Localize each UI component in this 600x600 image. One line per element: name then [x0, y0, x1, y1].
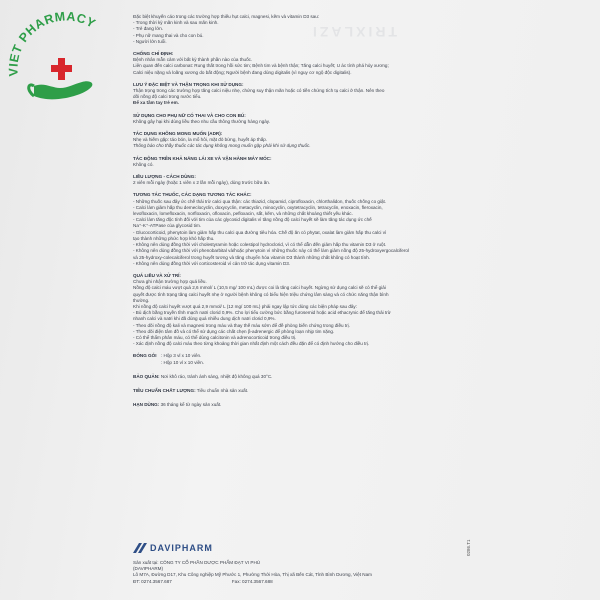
section-intro	[133, 14, 473, 45]
document-code: 0286.T1	[466, 539, 471, 556]
manufacturer-info	[133, 560, 473, 585]
section-heading: CHỐNG CHỈ ĐỊNH:	[133, 51, 174, 57]
text-line: Liên quan đến calci carbonat: Rung thất trong hồi sức tim; Bệnh tim và bệnh thận; Tăng calci huyết; U ác tính phá hủy xương;	[133, 63, 389, 69]
section-interact	[133, 192, 473, 266]
text-line: - Trẻ đang lớn.	[133, 26, 164, 32]
text-line: - Theo dõi điện tâm đồ và có thể sử dụng các chất chẹn β-adrenergic để phòng loạn nhịp tim nặng.	[133, 328, 335, 334]
text-line: Không có.	[133, 161, 154, 167]
section-warn	[133, 82, 473, 107]
section-heading: TƯƠNG TÁC THUỐC, CÁC DẠNG TƯƠNG TÁC KHÁC:	[133, 192, 252, 198]
text-line: Không gây hại khi dùng liều theo nhu cầu thông thường hàng ngày.	[133, 118, 271, 124]
text-line: Thận trọng trong các trường hợp tăng calci niệu nhẹ, chứng suy thận mãn hoặc có tiền chứng tích tụ calci ở thận. Nên theo	[133, 88, 385, 94]
text-line: Nơi khô ráo, tránh ánh sáng, nhiệt độ không quá 30°C.	[159, 373, 273, 379]
logo-text: VIET PHARMACY	[6, 9, 99, 77]
section-preg	[133, 113, 473, 125]
section-heading: LƯU Ý ĐẶC BIỆT VÀ THẬN TRỌNG KHI SỬ DỤNG:	[133, 81, 244, 87]
text-line: - Phụ nữ mang thai và cho con bú.	[133, 32, 204, 38]
produced-label: Sản xuất tại:	[133, 560, 159, 565]
text-line: - Bù dịch bằng truyền tĩnh mạch natri clorid 0,9%. Cho lợi tiểu cường bức bằng furosemid hoặc acid ethacrynic để tăng thải trừ	[133, 310, 391, 316]
company-address: Lô M7A, Đường D17, Khu Công nghiệp Mỹ Phước 1, Phường Thới Hòa, Thị xã Bến Cát, Tỉnh Bình Dương, Việt Nam	[133, 572, 372, 578]
text-line: Nhẹ và hiếm gặp: táo bón, ỉa mổ hôi, mặt đỏ bừng, huyết áp thấp.	[133, 137, 268, 143]
text-line: - Trong thời kỳ mãn kinh và sau mãn kinh.	[133, 20, 219, 26]
text-line: thường.	[133, 297, 150, 303]
section-dose	[133, 174, 473, 186]
text-line: levofloxacin, lomefloxacin, norfloxacin, ofloxacin, pefloxacin, sắt, kẽm, và những chất khoáng thiết yếu khác.	[133, 211, 353, 217]
notice-line: Thông báo cho thầy thuốc các tác dụng không mong muốn gặp phải khi sử dụng thuốc.	[133, 143, 311, 149]
section-heading: TÁC DỤNG KHÔNG MONG MUỐN (ADR):	[133, 131, 223, 137]
text-line: Bệnh nhân mẫn cảm với bất kỳ thành phần nào của thuốc.	[133, 57, 253, 63]
company-short: (DAVIPHARM)	[133, 566, 164, 572]
text-line: Đặc biệt khuyến cáo trong các trường hợp thiếu hụt calci, magnesi, kẽm và vitamin D3 sau:	[133, 14, 320, 19]
text-line: : Hộp 10 vỉ x 10 viên.	[161, 359, 204, 365]
company-name: CÔNG TY CỔ PHẦN DƯỢC PHẨM ĐẠT VI PHÚ	[159, 560, 261, 565]
section-drive	[133, 156, 473, 168]
company-brand	[133, 543, 213, 553]
text-line: - Có thể thẩm phân máu, có thể dùng calcitonin và adrenocorticoid trong điều trị.	[133, 334, 297, 340]
text-line: - Theo dõi nồng độ kali và magnesi trong máu và thay thế máu sớm để đề phòng biến chứng trong điều trị.	[133, 322, 350, 328]
section-expiry	[133, 402, 473, 408]
company-fax: Fax: 0274.3567.688	[231, 578, 273, 584]
section-heading: ĐÓNG GÓI	[133, 353, 157, 359]
text-line: - Những thuốc sau đây ức chế thải trừ calci qua thận: các thiazid, clopamid, ciprofloxacin, chlorthalidon, thuốc chống co giật.	[133, 198, 387, 204]
text-line: Chưa ghi nhận trường hợp quá liều.	[133, 279, 207, 285]
text-line: - Không nên dùng đồng thời với cholestyramin hoặc colestipol hydroclorid, vì có thể dẫn đến giảm hấp thu vitamin D3 ở ruột.	[133, 242, 387, 248]
section-heading: SỬ DỤNG CHO PHỤ NỮ CÓ THAI VÀ CHO CON BÚ:	[133, 112, 246, 118]
text-line: - Không nên dùng đồng thời với corticosteroid vì cản trở tác dụng vitamin D3.	[133, 260, 291, 266]
text-line: - Calci làm tăng độc tính đối với tim của các glycosid digitalis vì tăng nồng độ calci huyết sẽ làm tăng tác dụng ức chế	[133, 217, 372, 223]
section-quality	[133, 388, 473, 394]
hand-icon	[34, 81, 92, 99]
text-line: Na⁺-K⁺-ATPase của glycosid tim.	[133, 223, 202, 229]
brand-name: DAVIPHARM	[150, 543, 213, 553]
text-line: - Glucocorticoid, phenytoin làm giảm hấp thu calci qua đường tiêu hóa. Chế độ ăn có phytat, oxalat làm giảm hấp thu calci vì	[133, 229, 387, 235]
text-line: tạo thành những phức hợp khó hấp thu.	[133, 235, 215, 241]
text-line: - Xác định nồng độ calci máu theo từng khoảng thời gian nhất định một cách đều đặn để có định hướng cho điều trị.	[133, 341, 370, 347]
text-line: Calci niệu nặng và loãng xương do bất động; Người bệnh đang dùng digitalis (vì nguy cơ ngộ độc digitalis).	[133, 69, 352, 75]
section-heading: QUÁ LIỀU VÀ XỬ TRÍ:	[133, 272, 181, 278]
section-storage	[133, 374, 473, 380]
company-tel: ĐT: 0274.3567.687	[133, 578, 172, 584]
section-heading: TÁC ĐỘNG TRÊN KHẢ NĂNG LÁI XE VÀ VẬN HÀNH MÁY MÓC:	[133, 155, 272, 161]
text-line: Khi nồng độ calci huyết vượt quá 2,9 mmol/ L (12 mg/ 100 mL) phải ngay lập tức dùng các biện pháp sau đây:	[133, 303, 358, 309]
text-line: 2 viên mỗi ngày (hoặc 1 viên x 2 lần mỗi ngày), dùng trước bữa ăn.	[133, 180, 271, 186]
text-line: và 25-hydroxy-colecalciferol trong huyết tương và tăng chuyển hóa vitamin D3 thành những chất không có hoạt tính.	[133, 254, 370, 260]
section-contra	[133, 51, 473, 76]
text-line: - Calci làm giảm hấp thu demeclocyclin, doxycyclin, metacyclin, minocyclin, oxytetracyclin, tetracyclin, enoxacin, fleroxacin,	[133, 204, 383, 210]
text-line: 36 tháng kể từ ngày sản xuất.	[159, 402, 222, 408]
section-heading: TIÊU CHUẨN CHẤT LƯỢNG:	[133, 387, 196, 393]
warning-line: Để xa tầm tay trẻ em.	[133, 100, 179, 106]
section-heading: BẢO QUẢN:	[133, 373, 160, 379]
background-watermark: TRIXLAZI	[310, 24, 397, 40]
text-line: - Người lớn tuổi.	[133, 38, 167, 44]
section-pack	[133, 353, 473, 365]
section-heading: LIỀU LƯỢNG - CÁCH DÙNG:	[133, 174, 196, 180]
text-line: Tiêu chuẩn nhà sản xuất.	[195, 387, 249, 393]
text-line: Nồng độ calci máu vượt quá 2,6 mmol/ L (10,5 mg/ 100 mL) được coi là tăng calci huyết. Ngừng sử dụng calci sẽ có thể giải	[133, 285, 386, 291]
text-line: : Hộp 3 vỉ x 10 viên.	[161, 353, 202, 359]
section-adr	[133, 131, 473, 150]
davipharm-logo-icon	[133, 543, 147, 553]
viet-pharmacy-logo	[4, 2, 126, 124]
leaflet-text	[133, 14, 473, 408]
text-line: - Không nên dùng đồng thời với phenobarbital và/hoặc phenytoin vì những thuốc này có thể làm giảm nồng độ 25-hydroxyergocalciferol	[133, 248, 409, 254]
text-line: quyết được tình trạng tăng calci huyết nhẹ ở người bệnh không có biểu hiện triệu chứng lâm sàng và có chức năng thận bình	[133, 291, 389, 297]
text-line: dõi nồng độ calci trong nước tiểu.	[133, 94, 202, 100]
section-heading: HẠN DÙNG:	[133, 402, 160, 408]
text-line: nhanh calci và natri khi đã dùng quá nhiều dung dịch natri clorid 0,9%.	[133, 316, 276, 322]
section-overdose	[133, 273, 473, 347]
